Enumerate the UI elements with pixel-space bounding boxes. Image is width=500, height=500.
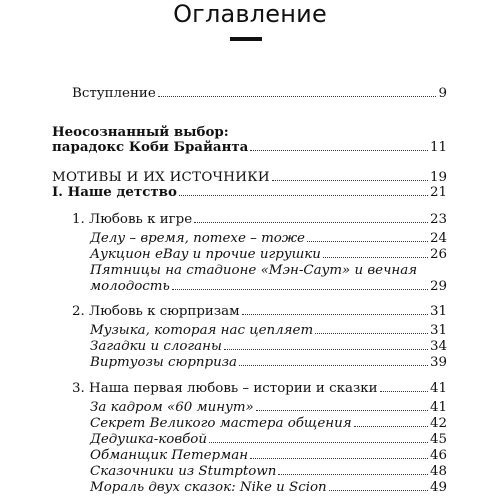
toc-page-number: 41 bbox=[429, 400, 447, 415]
toc-entry-label: 3. Наша первая любовь – истории и сказки bbox=[72, 381, 378, 396]
toc-entry-item[interactable] bbox=[90, 231, 447, 246]
toc-entry-section-1[interactable] bbox=[72, 212, 447, 227]
toc-entry-label: Дедушка-ковбой bbox=[90, 432, 207, 447]
toc-entry-label: Вступление bbox=[72, 86, 156, 101]
toc-page-number: 9 bbox=[438, 86, 447, 101]
dot-leader bbox=[272, 180, 428, 181]
toc-entry-item-line1[interactable]: Пятницы на стадионе «Мэн-Саут» и вечная bbox=[90, 263, 418, 278]
toc-entry-item[interactable] bbox=[90, 400, 447, 415]
toc-entry-label: молодость bbox=[90, 279, 170, 294]
toc-entry-chapter[interactable] bbox=[52, 140, 447, 155]
toc-entry-motives[interactable] bbox=[52, 170, 447, 185]
toc-page-number: 39 bbox=[429, 355, 447, 370]
toc-entry-section-3[interactable] bbox=[72, 381, 447, 396]
toc-entry-item[interactable] bbox=[90, 279, 447, 294]
toc-page-number: 49 bbox=[429, 480, 447, 495]
toc-entry-label: Аукцион eBay и прочие игрушки bbox=[90, 247, 321, 262]
toc-entry-label: Музыка, которая нас цепляет bbox=[90, 323, 314, 338]
toc-entry-label: Обманщик Петерман bbox=[90, 448, 249, 463]
toc-entry-item[interactable] bbox=[90, 323, 447, 338]
toc-page-number: 26 bbox=[429, 247, 447, 262]
toc-entry-label: 2. Любовь к сюрпризам bbox=[72, 304, 240, 319]
dot-leader bbox=[329, 490, 428, 491]
toc-page-number: 29 bbox=[429, 279, 447, 294]
dot-leader bbox=[242, 314, 428, 315]
toc-entry-intro[interactable] bbox=[72, 86, 447, 101]
toc-entry-label: Делу – время, потехе – тоже bbox=[90, 231, 305, 246]
dot-leader bbox=[209, 442, 428, 443]
toc-page-number: 19 bbox=[429, 170, 447, 185]
toc-page-number: 31 bbox=[429, 304, 447, 319]
toc-entry-item[interactable] bbox=[90, 448, 447, 463]
toc-page-number: 42 bbox=[429, 416, 447, 431]
toc-entry-label: I. Наше детство bbox=[52, 184, 177, 200]
toc-entry-label: МОТИВЫ И ИХ ИСТОЧНИКИ bbox=[52, 170, 270, 185]
dot-leader bbox=[250, 150, 428, 151]
toc-entry-item[interactable] bbox=[90, 432, 447, 447]
toc-entry-label: Секрет Великого мастера общения bbox=[90, 416, 352, 431]
toc-entry-label: Загадки и слоганы bbox=[90, 339, 222, 354]
toc-entry-chapter-line1[interactable]: Неосознанный выбор: bbox=[52, 124, 229, 140]
dot-leader bbox=[380, 391, 428, 392]
toc-page-number: 31 bbox=[429, 323, 447, 338]
dot-leader bbox=[256, 410, 428, 411]
toc-page-number: 45 bbox=[429, 432, 447, 447]
toc-entry-label: Мораль двух сказок: Nike и Scion bbox=[90, 480, 327, 495]
dot-leader bbox=[224, 349, 428, 350]
toc-entry-section-2[interactable] bbox=[72, 304, 447, 319]
page-title: Оглавление bbox=[173, 0, 327, 28]
toc-entry-item[interactable] bbox=[90, 480, 447, 495]
dot-leader bbox=[158, 96, 437, 97]
toc-page-number: 24 bbox=[429, 231, 447, 246]
toc-page-number: 21 bbox=[429, 185, 447, 200]
toc-page-number: 34 bbox=[429, 339, 447, 354]
dot-leader bbox=[307, 241, 428, 242]
toc-entry-item[interactable] bbox=[90, 464, 447, 479]
toc-entry-item[interactable] bbox=[90, 416, 447, 431]
title-divider bbox=[230, 37, 262, 41]
toc-entry-label: Сказочники из Stumptown bbox=[90, 464, 277, 479]
toc-entry-label: Виртуозы сюрприза bbox=[90, 355, 237, 370]
toc-entry-part-1[interactable] bbox=[52, 185, 447, 200]
toc-page-number: 41 bbox=[429, 381, 447, 396]
toc-page-number: 46 bbox=[429, 448, 447, 463]
dot-leader bbox=[250, 458, 428, 459]
toc-entry-item[interactable] bbox=[90, 339, 447, 354]
toc-entry-label: 1. Любовь к игре bbox=[72, 212, 193, 227]
toc-page-number: 11 bbox=[429, 140, 447, 155]
toc-entry-item[interactable] bbox=[90, 355, 447, 370]
dot-leader bbox=[354, 426, 428, 427]
dot-leader bbox=[323, 257, 428, 258]
dot-leader bbox=[179, 195, 428, 196]
dot-leader bbox=[278, 474, 428, 475]
toc-entry-item[interactable] bbox=[90, 247, 447, 262]
toc-page-number: 48 bbox=[429, 464, 447, 479]
dot-leader bbox=[239, 365, 428, 366]
dot-leader bbox=[172, 289, 428, 290]
toc-entry-label: За кадром «60 минут» bbox=[90, 400, 254, 415]
dot-leader bbox=[315, 333, 428, 334]
dot-leader bbox=[194, 222, 428, 223]
toc-entry-label: парадокс Коби Брайанта bbox=[52, 139, 249, 155]
toc-page-number: 23 bbox=[429, 212, 447, 227]
